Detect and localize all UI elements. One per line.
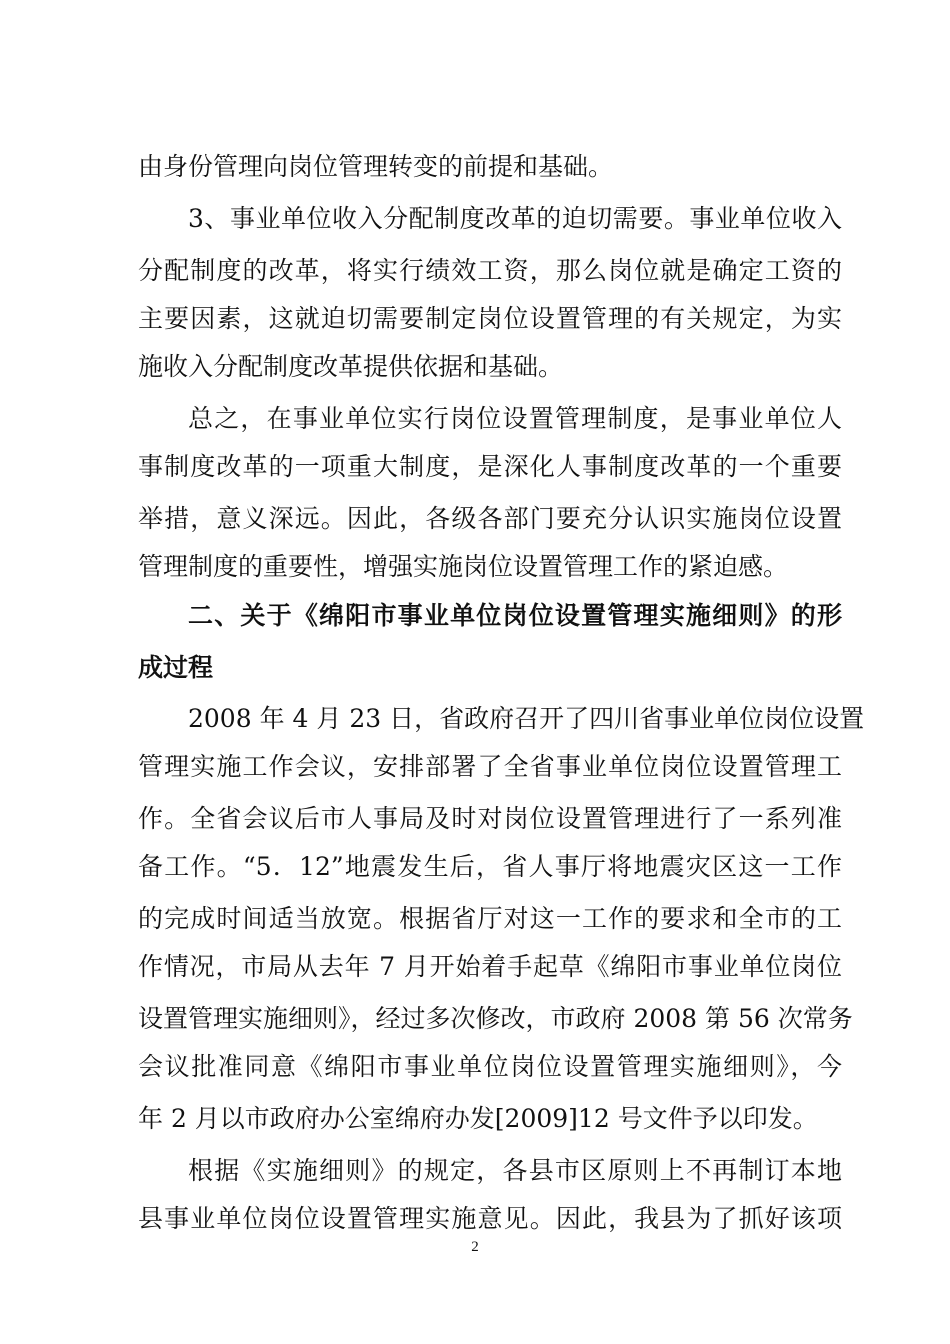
paragraph-line: 分配制度的改革，将实行绩效工资，那么岗位就是确定工资的	[138, 256, 842, 285]
paragraph-line: 施收入分配制度改革提供依据和基础。	[138, 352, 564, 381]
paragraph-line: 管理实施工作会议，安排部署了全省事业单位岗位设置管理工	[138, 752, 842, 781]
paragraph-line: 总之，在事业单位实行岗位设置管理制度，是事业单位人	[188, 404, 842, 433]
paragraph-line: 的完成时间适当放宽。根据省厅对这一工作的要求和全市的工	[138, 904, 842, 933]
paragraph-line: 备工作。“5．12”地震发生后，省人事厅将地震灾区这一工作	[138, 852, 842, 881]
paragraph-line: 会议批准同意《绵阳市事业单位岗位设置管理实施细则》，今	[138, 1052, 842, 1081]
section-heading-line: 成过程	[138, 653, 214, 682]
section-heading-line: 二、关于《绵阳市事业单位岗位设置管理实施细则》的形	[188, 601, 842, 630]
paragraph-line: 作情况，市局从去年 7 月开始着手起草《绵阳市事业单位岗位	[138, 952, 842, 981]
paragraph-line: 举措，意义深远。因此，各级各部门要充分认识实施岗位设置	[138, 504, 842, 533]
paragraph-line: 管理制度的重要性，增强实施岗位设置管理工作的紧迫感。	[138, 552, 789, 581]
paragraph-line: 根据《实施细则》的规定，各县市区原则上不再制订本地	[188, 1156, 842, 1185]
paragraph-line: 2008 年 4 月 23 日，省政府召开了四川省事业单位岗位设置	[188, 704, 865, 733]
paragraph-line: 作。全省会议后市人事局及时对岗位设置管理进行了一系列准	[138, 804, 842, 833]
paragraph-line: 设置管理实施细则》，经过多次修改，市政府 2008 第 56 次常务	[138, 1004, 853, 1033]
paragraph-line: 主要因素，这就迫切需要制定岗位设置管理的有关规定，为实	[138, 304, 842, 333]
page-number: 2	[471, 1239, 479, 1255]
paragraph-line: 由身份管理向岗位管理转变的前提和基础。	[138, 152, 614, 181]
paragraph-line: 年 2 月以市政府办公室绵府办发[2009]12 号文件予以印发。	[138, 1104, 818, 1133]
paragraph-line: 县事业单位岗位设置管理实施意见。因此，我县为了抓好该项	[138, 1204, 842, 1233]
paragraph-line: 事制度改革的一项重大制度，是深化人事制度改革的一个重要	[138, 452, 842, 481]
paragraph-line: 3、事业单位收入分配制度改革的迫切需要。事业单位收入	[188, 204, 842, 233]
